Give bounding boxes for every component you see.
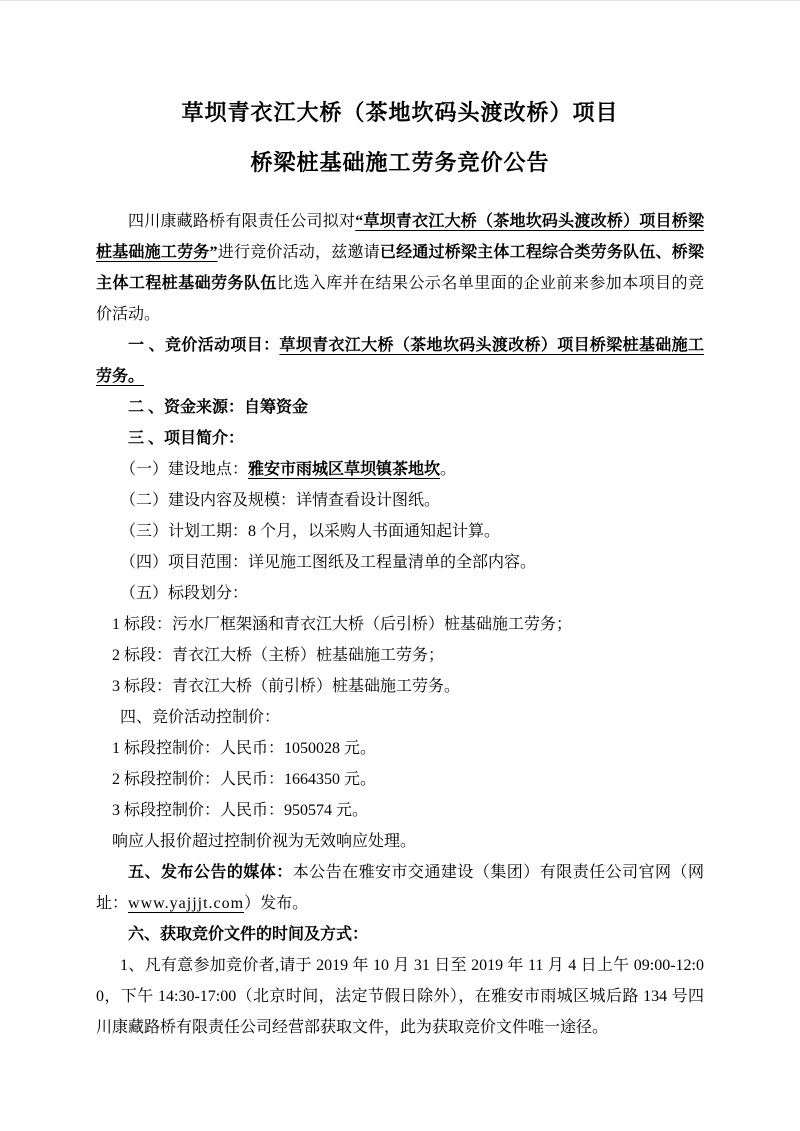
section-1-bid-project bbox=[96, 330, 704, 392]
control-price-1: 1 标段控制价：人民币：1050028 元。 bbox=[112, 740, 377, 757]
doc-title-line-2: 桥梁桩基础施工劳务竞价公告 bbox=[250, 150, 550, 175]
section-5-text-before-url: 本公告在雅安市交通建设（集团）有限责任公司官网（网址： bbox=[96, 864, 704, 912]
brief-item-scope: （二）建设内容及规模：详情查看设计图纸。 bbox=[120, 492, 441, 509]
section-3-project-brief-heading: 三 、项目简介： bbox=[128, 430, 245, 447]
doc-title-line-1: 草坝青衣江大桥（茶地坎码头渡改桥）项目 bbox=[181, 100, 619, 125]
intro-project-name: “草坝青衣江大桥（茶地坎码头渡改桥）项目桥梁桩基础施工劳务” bbox=[96, 213, 704, 261]
brief-item-sections-heading: （五）标段划分： bbox=[120, 585, 249, 602]
intro-mid-text: 进行竞价活动，兹邀请 bbox=[217, 244, 380, 261]
control-price-note: 响应人报价超过控制价视为无效响应处理。 bbox=[112, 833, 417, 850]
section-4-control-price-heading: 四、竞价活动控制价： bbox=[120, 709, 281, 726]
section-5-label: 五、发布公告的媒体： bbox=[128, 864, 293, 881]
intro-lead-text: 四川康藏路桥有限责任公司拟对 bbox=[128, 213, 356, 230]
section-1-project-name: 草坝青衣江大桥（茶地坎码头渡改桥）项目桥梁桩基础施工劳务。 bbox=[96, 337, 704, 385]
intro-qualified-teams: 已经通过桥梁主体工程综合类劳务队伍、桥梁主体工程桩基础劳务队伍 bbox=[96, 244, 704, 292]
bid-section-2: 2 标段：青衣江大桥（主桥）桩基础施工劳务； bbox=[112, 647, 445, 664]
section-5-publish-media bbox=[96, 857, 704, 919]
brief-location-label: （一）建设地点： bbox=[120, 461, 249, 478]
section-1-label: 一 、竞价活动项目： bbox=[128, 337, 280, 354]
brief-item-location bbox=[96, 454, 704, 485]
bid-section-1: 1 标段：污水厂框架涵和青衣江大桥（后引桥）桩基础施工劳务； bbox=[112, 616, 573, 633]
section-2-value: 自筹资金 bbox=[244, 399, 309, 416]
section-6-obtain-documents-detail: 1、凡有意参加竞价者,请于 2019 年 10 月 31 日至 2019 年 11 月 4 日上午 09:00-12:00，下午 14:30-17:00（北京时间，法定节假日除外），在雅安市雨城区城后路 134 号四川康藏路桥有限责任公司经营部获取文件，此为获取竞价文件唯一途径。 bbox=[96, 957, 704, 1036]
intro-tail-text: 比选入库并在结果公示名单里面的企业前来参加本项目的竞价活动。 bbox=[96, 275, 704, 323]
section-2-funding-source bbox=[96, 392, 704, 423]
section-2-label: 二 、资金来源： bbox=[128, 399, 245, 416]
bid-section-3: 3 标段：青衣江大桥（前引桥）桩基础施工劳务。 bbox=[112, 678, 461, 695]
brief-item-range: （四）项目范围：详见施工图纸及工程量清单的全部内容。 bbox=[120, 554, 537, 571]
section-6-obtain-documents-heading: 六、获取竞价文件的时间及方式： bbox=[128, 926, 369, 943]
control-price-3: 3 标段控制价：人民币：950574 元。 bbox=[112, 802, 369, 819]
section-5-text-after-url: ）发布。 bbox=[244, 895, 309, 912]
publish-website-url: www.yajjjt.com bbox=[128, 895, 245, 912]
brief-location-value: 雅安市雨城区草坝镇茶地坎 bbox=[248, 461, 441, 478]
intro-paragraph bbox=[96, 206, 704, 330]
control-price-2: 2 标段控制价：人民币：1664350 元。 bbox=[112, 771, 377, 788]
brief-location-period: 。 bbox=[440, 461, 457, 478]
brief-item-schedule: （三）计划工期：8 个月，以采购人书面通知起计算。 bbox=[120, 523, 501, 540]
